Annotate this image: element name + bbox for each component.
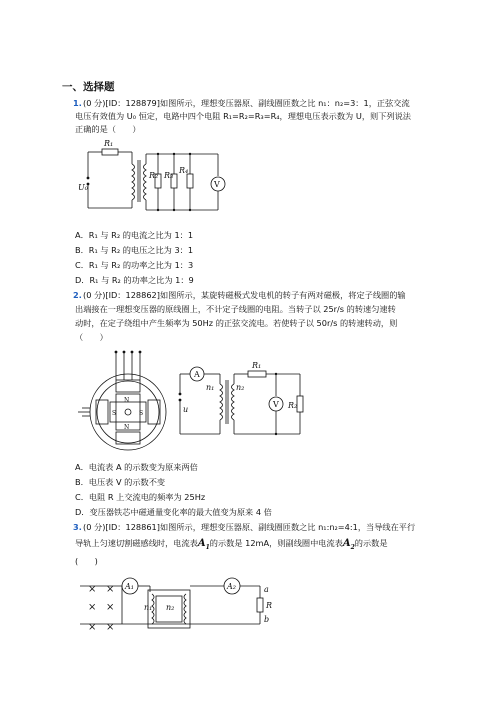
q1-option-d[interactable]: D．R₁ 与 R₂ 的功率之比为 1：9 (75, 275, 194, 285)
q1-label-r1: R₁ (104, 139, 114, 148)
q2-transformer-diagram (176, 362, 314, 440)
q1-option-b[interactable]: B．R₁ 与 R₂ 的电压之比为 3：1 (75, 245, 194, 255)
q1-line3: 正确的是（ ） (75, 124, 141, 134)
q1-voltmeter-label: V (214, 180, 220, 189)
q2-line1: (0 分)[ID：128862]如图所示，某旋转磁极式发电机的转子有两对磁极，将定子线圈的输 (83, 290, 406, 300)
q3-field-cross-4: × (106, 602, 115, 613)
q3-label-a: a (264, 585, 269, 594)
q3-label-b: b (264, 615, 270, 624)
q3-label-n2: n₂ (166, 603, 175, 612)
q2-generator-diagram (76, 350, 168, 450)
q2-line3: 动时，在定子绕组中产生频率为 50Hz 的正弦交流电。若使转子以 50r/s 的转速转动，则 (75, 318, 398, 328)
q2-option-b[interactable]: B．电压表 V 的示数不变 (75, 477, 166, 487)
q1-label-r2: R₂ (149, 171, 159, 180)
q2-option-c[interactable]: C．电阻 R 上交流电的频率为 25Hz (75, 492, 206, 502)
q2-label-r1: R₁ (252, 361, 262, 370)
q3-field-cross-1: × (88, 584, 97, 595)
q3-field-cross-2: × (106, 584, 115, 595)
q3-line1: (0 分)[ID：128861]如图所示，理想变压器原、副线圈匝数之比 n₁:n₂=4:1，当导线在平行 (83, 522, 416, 532)
q2-pole-s-left: S (112, 410, 117, 417)
q1-number: 1. (73, 98, 82, 108)
q2-line4: （ ） (75, 332, 108, 342)
q2-line2: 出端接在一理想变压器的原线圈上，不计定子线圈的电阻。当转子以 25r/s 的转速匀速转 (75, 304, 396, 314)
q3-ammeter-a1-label: A₁ (125, 582, 134, 591)
q1-circuit-diagram (78, 140, 238, 212)
q3-number: 3. (73, 522, 82, 532)
q3-line2-part3: 的示数是 (354, 538, 388, 548)
q2-voltmeter-label: V (273, 400, 279, 409)
q2-pole-n-bottom: N (124, 424, 130, 431)
q3-line2-part1: 导轨上匀速切割磁感线时，电流表 (75, 538, 198, 548)
q3-line3: ( ) (75, 556, 98, 566)
q1-option-c[interactable]: C．R₁ 与 R₂ 的功率之比为 1：3 (75, 260, 194, 270)
q2-number: 2. (73, 290, 82, 300)
q1-line2: 电压有效值为 U₀ 恒定，电路中四个电阻 R₁=R₂=R₃=R₄，理想电压表示数为 U，则下列说法 (75, 111, 411, 121)
q2-ammeter-label: A (194, 370, 200, 379)
q3-line2 (75, 538, 388, 553)
q2-label-u: u (183, 405, 189, 414)
q3-ammeter-a1-symbol: $A_1$ (197, 538, 210, 551)
q1-label-r3: R₃ (164, 171, 174, 180)
section-heading: 一、选择题 (62, 81, 115, 93)
q1-label-r4: R₄ (179, 166, 189, 175)
q3-field-cross-5: × (88, 622, 97, 633)
q3-circuit-diagram (80, 572, 290, 636)
q2-label-n1: n₁ (206, 383, 215, 392)
q3-field-cross-3: × (88, 602, 97, 613)
q3-label-n1: n₁ (144, 603, 153, 612)
q3-line2-part2: 的示数是 12mA，则副线圈中电流表 (209, 538, 343, 548)
q3-label-r: R (266, 601, 273, 610)
q1-line1: (0 分)[ID：128879]如图所示，理想变压器原、副线圈匝数之比 n₁：n₂=3：1，正弦交流 (83, 98, 410, 108)
q2-pole-n-top: N (124, 397, 130, 404)
q1-option-a[interactable]: A．R₁ 与 R₂ 的电流之比为 1：1 (75, 230, 194, 240)
q1-label-u0: U₀ (78, 183, 88, 192)
q2-label-r2: R₂ (288, 401, 298, 410)
q3-field-cross-6: × (106, 622, 115, 633)
q2-label-n2: n₂ (236, 383, 245, 392)
q2-pole-s-right: S (139, 410, 144, 417)
q3-ammeter-a2-symbol: $A_2$ (342, 538, 355, 551)
q2-option-a[interactable]: A．电流表 A 的示数变为原来两倍 (75, 462, 198, 472)
q3-ammeter-a2-label: A₂ (227, 582, 236, 591)
q2-option-d[interactable]: D．变压器铁芯中磁通量变化率的最大值变为原来 4 倍 (75, 507, 272, 517)
